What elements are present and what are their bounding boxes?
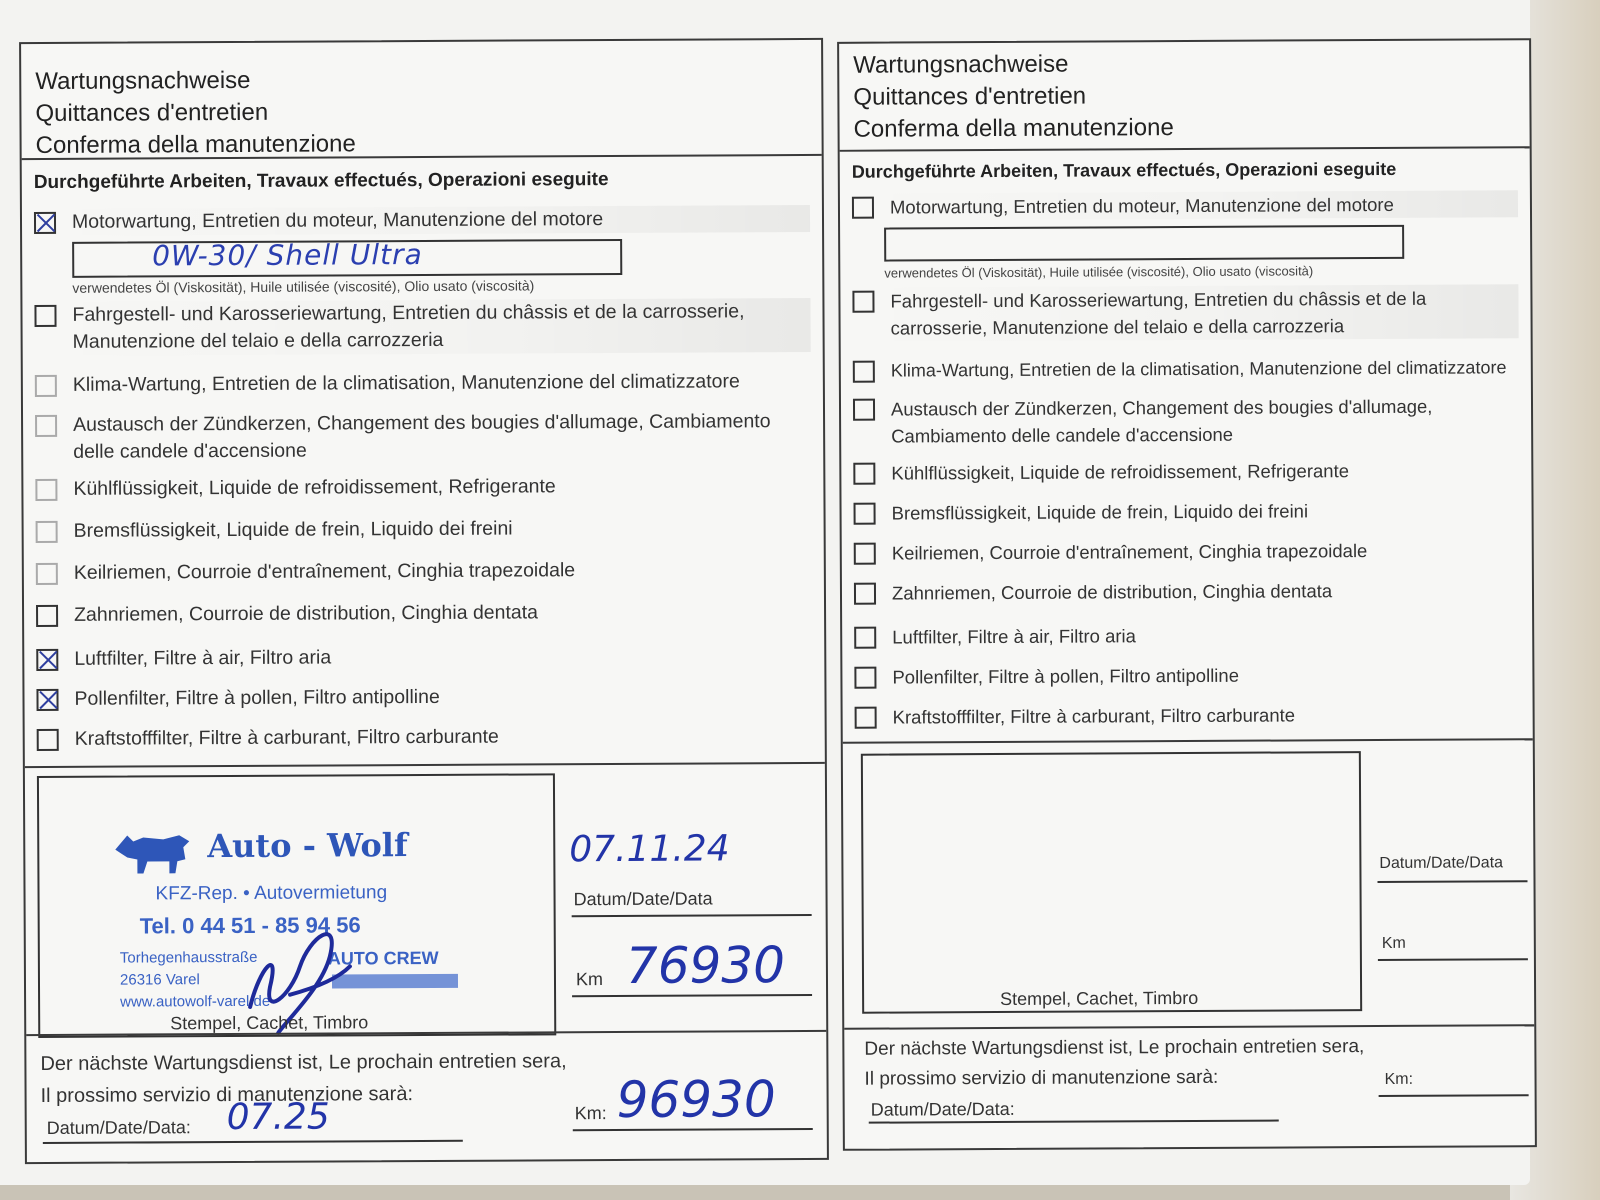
item-label: Motorwartung, Entretien du moteur, Manutenzione del motore: [71, 208, 604, 233]
page-header: [839, 40, 1530, 152]
next-service-text-1: Der nächste Wartungsdienst ist, Le prochain entretien sera,: [40, 1050, 567, 1076]
oil-handwritten-value: 0W-30/ Shell Ultra: [152, 238, 423, 273]
item-label: Kraftstofffilter, Filtre à carburant, Filtro carburante: [74, 725, 499, 750]
checklist-item[interactable]: [854, 536, 1520, 566]
checklist-item[interactable]: [36, 642, 812, 673]
checklist-item[interactable]: [853, 496, 1519, 526]
service-date-handwritten: 07.11.24: [569, 828, 730, 871]
checklist-item[interactable]: [36, 556, 812, 587]
stamp-caption: Stempel, Cachet, Timbro: [1000, 987, 1199, 1009]
checkbox-checked[interactable]: [36, 649, 58, 671]
item-label: Klima-Wartung, Entretien de la climatisation, Manutenzione del climatizzatore: [890, 357, 1507, 381]
checkbox[interactable]: [853, 399, 875, 421]
checkbox[interactable]: [855, 707, 877, 729]
stamp-company-name: Auto - Wolf: [207, 826, 408, 866]
checklist-item[interactable]: [37, 722, 813, 753]
next-km-line: [1379, 1094, 1529, 1097]
page-header: [21, 40, 822, 160]
section-divider: [844, 1024, 1534, 1030]
date-line: [1378, 880, 1528, 883]
section-divider: [25, 762, 825, 768]
checkbox[interactable]: [37, 729, 59, 751]
item-label: Kühlflüssigkeit, Liquide de refroidissement, Refrigerante: [73, 475, 556, 500]
section-title: Durchgeführte Arbeiten, Travaux effectués, Operazioni eseguite: [851, 158, 1397, 182]
item-label: Klima-Wartung, Entretien de la climatisation, Manutenzione del climatizzatore: [72, 370, 740, 396]
next-date-handwritten: 07.25: [226, 1096, 330, 1139]
stamp-city: 26316 Varel: [119, 971, 200, 989]
checklist-item[interactable]: [34, 205, 810, 236]
item-label: Bremsflüssigkeit, Liquide de frein, Liquido dei freini: [73, 517, 513, 542]
next-date-line: [43, 1140, 463, 1144]
km-label: Km: [575, 969, 604, 990]
checklist-item[interactable]: [35, 368, 811, 399]
checklist-item[interactable]: [36, 598, 812, 629]
checklist-item[interactable]: [853, 354, 1519, 384]
header-line-de: Wartungsnachweise: [35, 66, 251, 96]
header-line-fr: Quittances d'entretien: [35, 98, 269, 128]
stamp-phone: Tel. 0 44 51 - 85 94 56: [139, 912, 361, 939]
checkbox[interactable]: [853, 463, 875, 485]
checkbox[interactable]: [854, 627, 876, 649]
item-label: Pollenfilter, Filtre à pollen, Filtro antipolline: [892, 664, 1240, 688]
checkbox-checked[interactable]: [36, 689, 58, 711]
checklist-item[interactable]: [854, 660, 1520, 690]
checkbox[interactable]: [35, 479, 57, 501]
checkbox[interactable]: [852, 197, 874, 219]
checkbox[interactable]: [853, 361, 875, 383]
item-label: Austausch der Zündkerzen, Changement des bougies d'allumage, Cambiamento delle candele d'accensione: [890, 395, 1433, 447]
service-km-handwritten: 76930: [625, 936, 786, 995]
checklist-item[interactable]: [853, 392, 1519, 449]
checklist-item[interactable]: [36, 514, 812, 545]
item-label: Keilriemen, Courroie d'entraînement, Cinghia trapezoidale: [73, 559, 576, 584]
item-label: Motorwartung, Entretien du moteur, Manutenzione del motore: [889, 193, 1394, 218]
header-line-de: Wartungsnachweise: [853, 50, 1069, 79]
item-label: Fahrgestell- und Karosseriewartung, Entretien du châssis et de la carrosserie, Manutenzione del telaio e della carrozzeria: [890, 287, 1427, 339]
stamp-field: [861, 751, 1362, 1014]
item-label: Kraftstofffilter, Filtre à carburant, Filtro carburante: [892, 704, 1296, 728]
next-km-label: Km:: [1384, 1070, 1414, 1088]
left-maintenance-page: [19, 38, 829, 1164]
km-line: [572, 994, 812, 997]
item-label: Fahrgestell- und Karosseriewartung, Entretien du châssis et de la carrosserie, Manutenzione del telaio e della carrozzeria: [72, 300, 745, 353]
checkbox[interactable]: [852, 291, 874, 313]
checklist-item[interactable]: [853, 456, 1519, 486]
checkbox[interactable]: [854, 667, 876, 689]
stamp-street: Torhegenhausstraße: [119, 948, 258, 967]
checklist-item[interactable]: [854, 620, 1520, 650]
right-maintenance-page: [837, 38, 1537, 1151]
km-line: [1378, 958, 1528, 961]
oil-field-caption: verwendetes Öl (Viskosität), Huile utilisée (viscosité), Olio usato (viscosità): [72, 277, 535, 296]
item-label: Zahnriemen, Courroie de distribution, Cinghia dentata: [74, 601, 539, 626]
item-label: Luftfilter, Filtre à air, Filtro aria: [74, 646, 332, 670]
header-line-it: Conferma della manutenzione: [853, 114, 1174, 143]
autocrew-logo: AUTO CREW: [327, 947, 439, 969]
checkbox[interactable]: [36, 521, 58, 543]
stamp-services: KFZ-Rep. • Autovermietung: [155, 882, 388, 905]
checklist-item[interactable]: [35, 408, 811, 466]
date-label: Datum/Date/Data: [1379, 854, 1504, 872]
item-label: Zahnriemen, Courroie de distribution, Cinghia dentata: [891, 580, 1333, 604]
checklist-item[interactable]: [855, 700, 1521, 730]
section-divider: [843, 738, 1533, 744]
next-km-handwritten: 96930: [616, 1070, 776, 1129]
checklist-item[interactable]: [852, 284, 1518, 341]
item-label: Luftfilter, Filtre à air, Filtro aria: [892, 625, 1136, 648]
checkbox[interactable]: [36, 605, 58, 627]
stamp-caption: Stempel, Cachet, Timbro: [170, 1012, 369, 1034]
checkbox[interactable]: [854, 583, 876, 605]
next-service-text-2: Il prossimo servizio di manutenzione sarà:: [40, 1083, 414, 1108]
item-label: Keilriemen, Courroie d'entraînement, Cinghia trapezoidale: [891, 540, 1368, 564]
checklist-item[interactable]: [36, 682, 812, 713]
checkbox[interactable]: [36, 563, 58, 585]
header-line-it: Conferma della manutenzione: [35, 130, 356, 160]
next-km-label: Km:: [574, 1103, 607, 1124]
checkbox-checked[interactable]: [34, 212, 56, 234]
next-km-line: [573, 1128, 813, 1131]
oil-field-caption: verwendetes Öl (Viskosität), Huile utilisée (viscosité), Olio usato (viscosità): [884, 263, 1314, 281]
stamp-field: [37, 773, 556, 1038]
next-date-label: Datum/Date/Data:: [870, 1098, 1015, 1120]
section-title: Durchgeführte Arbeiten, Travaux effectués, Operazioni eseguite: [33, 169, 609, 194]
checklist-item[interactable]: [854, 576, 1520, 606]
item-label: Kühlflüssigkeit, Liquide de refroidissement, Refrigerante: [891, 460, 1350, 484]
oil-field[interactable]: [884, 225, 1404, 262]
item-label: Bremsflüssigkeit, Liquide de frein, Liquido dei freini: [891, 500, 1309, 524]
checkbox[interactable]: [34, 305, 56, 327]
checklist-item[interactable]: [35, 472, 811, 503]
km-label: Km: [1381, 934, 1406, 952]
date-line: [572, 914, 812, 917]
next-date-label: Datum/Date/Data:: [46, 1117, 191, 1138]
checklist-item[interactable]: [34, 298, 810, 356]
date-label: Datum/Date/Data: [573, 888, 713, 910]
item-label: Pollenfilter, Filtre à pollen, Filtro antipolline: [74, 685, 440, 710]
checklist-item[interactable]: [852, 190, 1518, 220]
checkbox[interactable]: [35, 375, 57, 397]
checkbox[interactable]: [854, 543, 876, 565]
stamp-website: www.autowolf-varel.de: [120, 992, 271, 1011]
next-service-text-1: Der nächste Wartungsdienst ist, Le prochain entretien sera,: [864, 1036, 1365, 1060]
header-line-fr: Quittances d'entretien: [853, 82, 1087, 111]
checkbox[interactable]: [854, 503, 876, 525]
checkbox[interactable]: [35, 415, 57, 437]
next-service-text-2: Il prossimo servizio di manutenzione sarà:: [864, 1066, 1219, 1090]
wolf-logo-icon: [113, 827, 191, 877]
item-label: Austausch der Zündkerzen, Changement des bougies d'allumage, Cambiamento delle candele d'accensione: [73, 410, 771, 463]
